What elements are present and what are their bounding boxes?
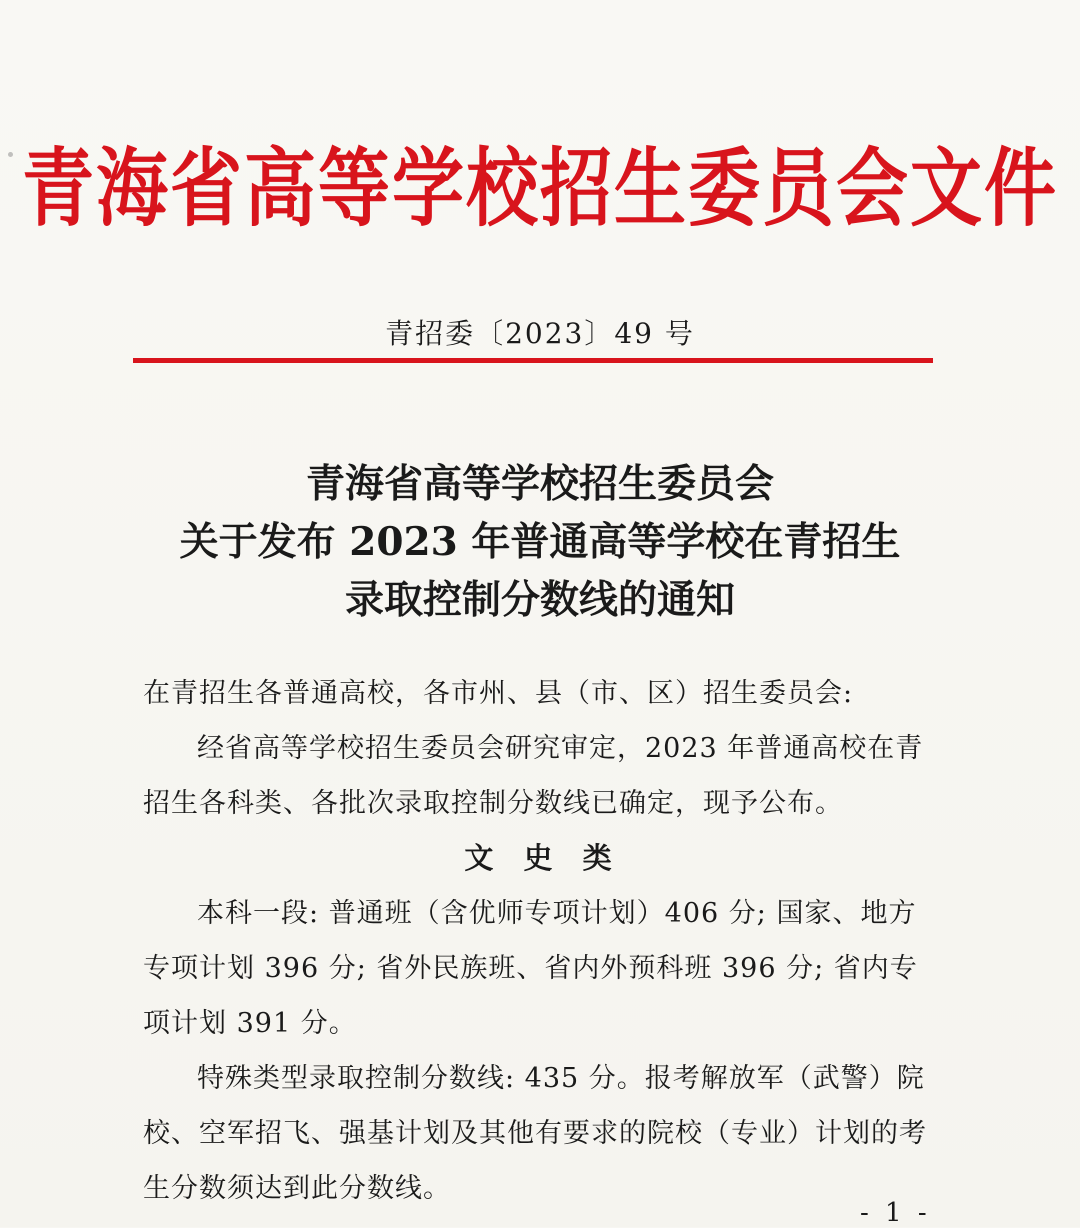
page-number: - 1 - [860, 1198, 931, 1228]
bleed-through [620, 28, 800, 72]
special-type-paragraph: 特殊类型录取控制分数线: 435 分。报考解放军（武警）院校、空军招飞、强基计划及其他有要求的院校（专业）计划的考生分数须达到此分数线。 [143, 1063, 927, 1204]
section-heading: 文 史 类 [464, 841, 622, 875]
notice-title-line: 录取控制分数线的通知 [344, 577, 735, 623]
notice-body [143, 666, 943, 1216]
notice-title-line: 青海省高等学校招生委员会 [305, 461, 774, 507]
red-divider-line [133, 358, 933, 363]
notice-title-line: 关于发布 2023 年普通高等学校在青招生 [179, 519, 901, 565]
notice-title [0, 455, 1080, 629]
salutation: 在青招生各普通高校，各市州、县（市、区）招生委员会: [143, 678, 854, 709]
intro-paragraph: 经省高等学校招生委员会研究审定，2023 年普通高校在青招生各科类、各批次录取控制分数线已确定，现予公布。 [143, 733, 924, 819]
undergraduate-paragraph: 本科一段: 普通班（含优师专项计划）406 分; 国家、地方专项计划 396 分; 省外民族班、省内外预科班 396 分; 省内专项计划 391 分。 [143, 898, 918, 1039]
issuer-title: 青海省高等学校招生委员会文件 [21, 138, 1058, 238]
document-number: 青招委〔2023〕49 号 [385, 317, 695, 350]
